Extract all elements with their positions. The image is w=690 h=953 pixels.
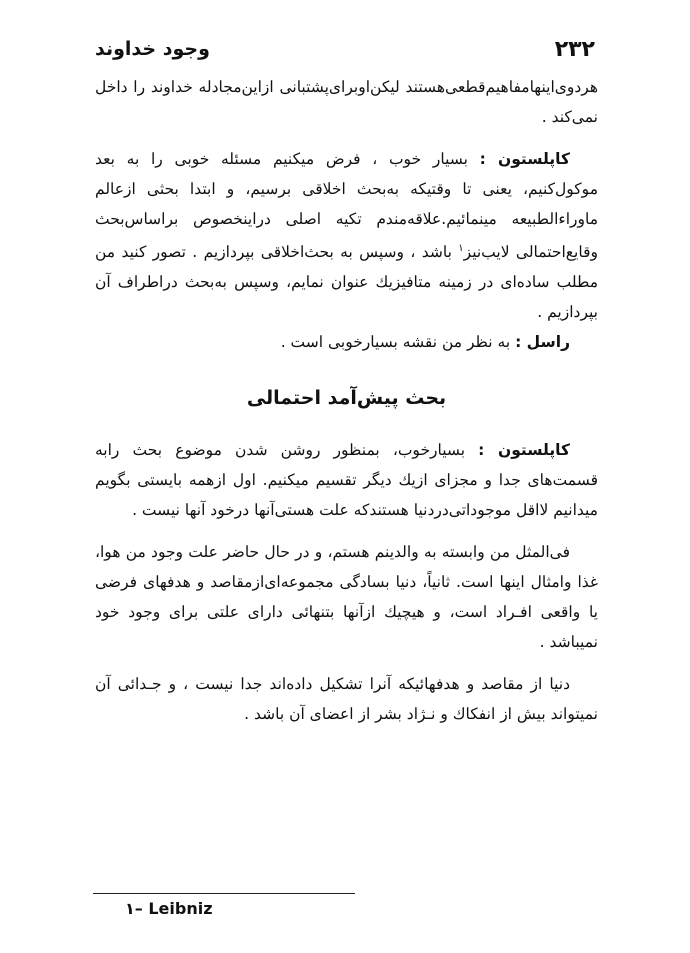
page-header bbox=[95, 32, 595, 66]
speaker-copleston: کاپلستون : bbox=[479, 150, 570, 168]
paragraph-3 bbox=[95, 327, 598, 357]
running-title: وجود خداوند bbox=[95, 38, 210, 60]
footnote-divider bbox=[93, 893, 355, 894]
paragraph-4 bbox=[95, 435, 598, 525]
speaker-russell: راسل : bbox=[515, 333, 570, 352]
paragraph-3-text: به نظر من نقشه بسیارخوبی است . bbox=[280, 333, 516, 352]
paragraph-1: هردو‌ی‌اینها‌مفاهیم‌قطعی‌هستند لیکن‌او‌برای‌پشتبانی ازاین‌مجادله خداوند را داخل نمی‌کند . bbox=[95, 78, 598, 126]
footnote: ۱– Leibniz bbox=[125, 899, 213, 918]
speaker-copleston-2: کاپلستون : bbox=[478, 441, 570, 460]
paragraph-6: دنیا از مقاصد و هدفهائیکه آنرا تشکیل داده‌اند جدا نیست ، و جـدائی آن نمیتواند بیش از انفکاك و نـژاد بشر از اعضای آن باشد . bbox=[95, 675, 598, 724]
paragraph-4-text: بسیارخوب، بمنظور روشن شدن موضوع بحث را‌به قسمت‌های جدا و مجزای ازیك دیگر تقسیم میکنیم. اول ازهمه بایستی بگویم میدانیم لااقل موجوداتی‌دردنیا هستندکه علت هستی‌آنها درخود آنها نیست . bbox=[95, 441, 598, 520]
paragraph-2-text-b: باشد ، وسپس به بحث‌اخلاقی بپردازیم . تصور کنید من مطلب ساده‌ای در زمینه متافیزیك عنوان نمایم، وسپس به‌بحث دراطراف آن بپردازیم . bbox=[95, 243, 598, 322]
paragraph-2-text-a: بسیار خوب ، فرض میکنیم مسئله خوبی را به بعد موکول‌کنیم، یعنی تا وقتیکه به‌بحث اخلاقی برسیم، و ابتدا بحثی ازعالم ماوراءالطبیعه مینمائیم.علاقه‌مندم تکیه اصلی دراینخصوص براساس‌بحث وقایع‌احتمالی لایب‌نیز bbox=[95, 150, 598, 262]
section-heading: بحث پیش‌آمد احتمالی bbox=[246, 387, 447, 410]
paragraph-5: فی‌المثل من وابسته به والدینم هستم، و در حال حاضر علت وجود من هوا، غذا وامثال اینها است. ثانیاً، دنیا بسادگی مجموعه‌ای‌ازمقاصد و هدفهای فرضی یا واقعی افـراد است، و هیچیك ازآنها بتنهائی دارای علتی برای وجود خود نمیباشد . bbox=[95, 543, 598, 652]
page-number: ۲۳۲ bbox=[554, 36, 595, 62]
paragraph-2 bbox=[95, 144, 598, 327]
body-text bbox=[95, 72, 598, 729]
footnote-marker: ۱ bbox=[458, 243, 464, 254]
